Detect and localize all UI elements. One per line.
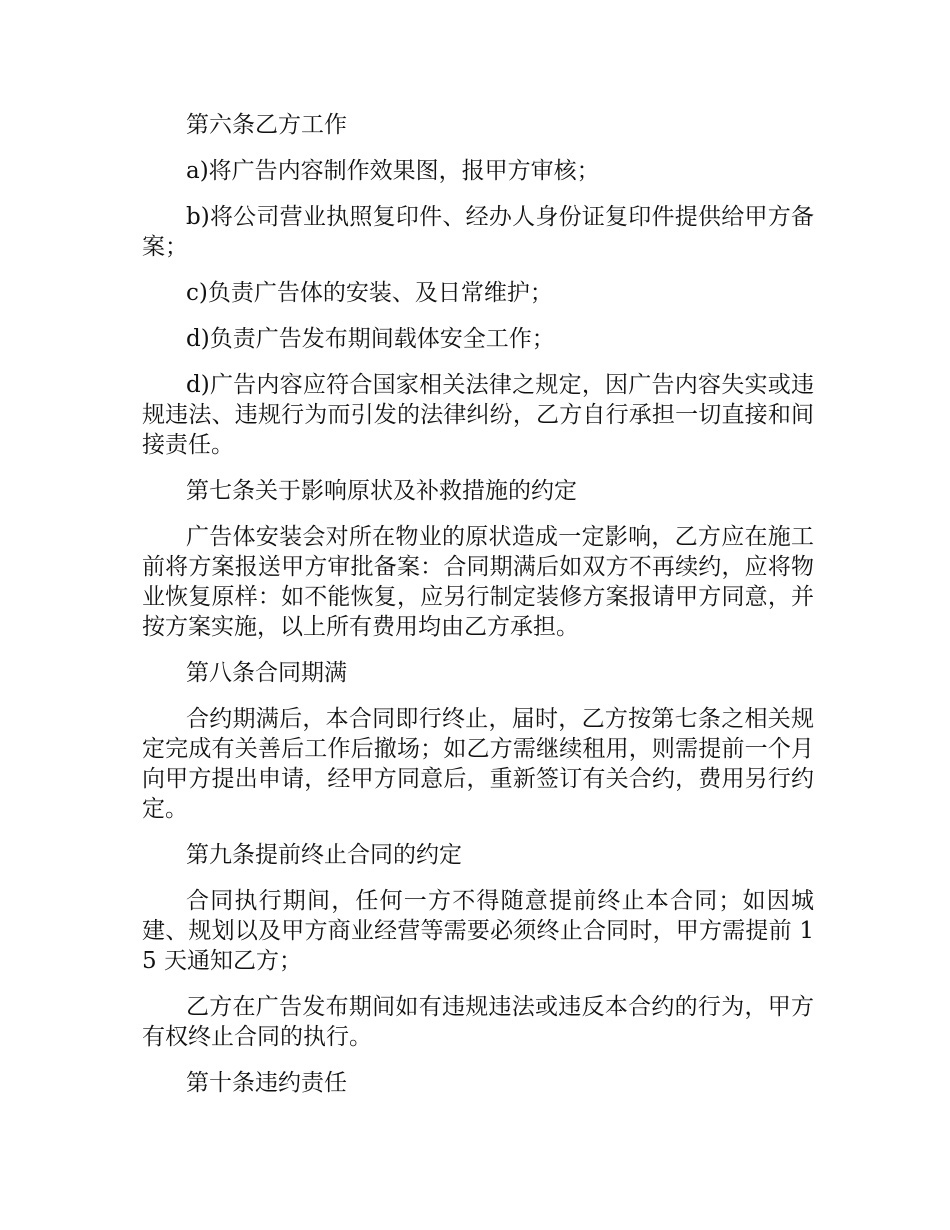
article-9-heading: 第九条提前终止合同的约定 (186, 842, 462, 868)
article-10-heading: 第十条违约责任 (186, 1070, 347, 1096)
clause-a-review: a)将广告内容制作效果图，报甲方审核； (186, 158, 600, 184)
clause-b-documents: b)将公司营业执照复印件、经办人身份证复印件提供给甲方备案； (142, 204, 814, 260)
article-9-body-1: 合同执行期间，任何一方不得随意提前终止本合同；如因城建、规划以及甲方商业经营等需要必须终止合同时，甲方需提前 15 天通知乙方； (142, 888, 814, 974)
clause-d-legal: d)广告内容应符合国家相关法律之规定，因广告内容失实或违规违法、违规行为而引发的法律纠纷，乙方自行承担一切直接和间接责任。 (142, 372, 814, 458)
article-7-heading: 第七条关于影响原状及补救措施的约定 (186, 478, 577, 504)
article-8-heading: 第八条合同期满 (186, 660, 347, 686)
document-body (142, 110, 814, 1114)
article-8-body: 合约期满后，本合同即行终止，届时，乙方按第七条之相关规定完成有关善后工作后撤场；如乙方需继续租用，则需提前一个月向甲方提出申请，经甲方同意后，重新签订有关合约，费用另行约定。 (142, 706, 814, 822)
article-9-body-2: 乙方在广告发布期间如有违规违法或违反本合约的行为，甲方有权终止合同的执行。 (142, 994, 814, 1050)
clause-c-maintenance: c)负责广告体的安装、及日常维护； (186, 280, 553, 306)
article-7-body: 广告体安装会对所在物业的原状造成一定影响，乙方应在施工前将方案报送甲方审批备案：合同期满后如双方不再续约，应将物业恢复原样：如不能恢复，应另行制定装修方案报请甲方同意，并按方案实施，以上所有费用均由乙方承担。 (142, 524, 814, 640)
clause-d-safety: d)负责广告发布期间载体安全工作； (186, 326, 555, 352)
article-6-heading: 第六条乙方工作 (186, 112, 347, 138)
